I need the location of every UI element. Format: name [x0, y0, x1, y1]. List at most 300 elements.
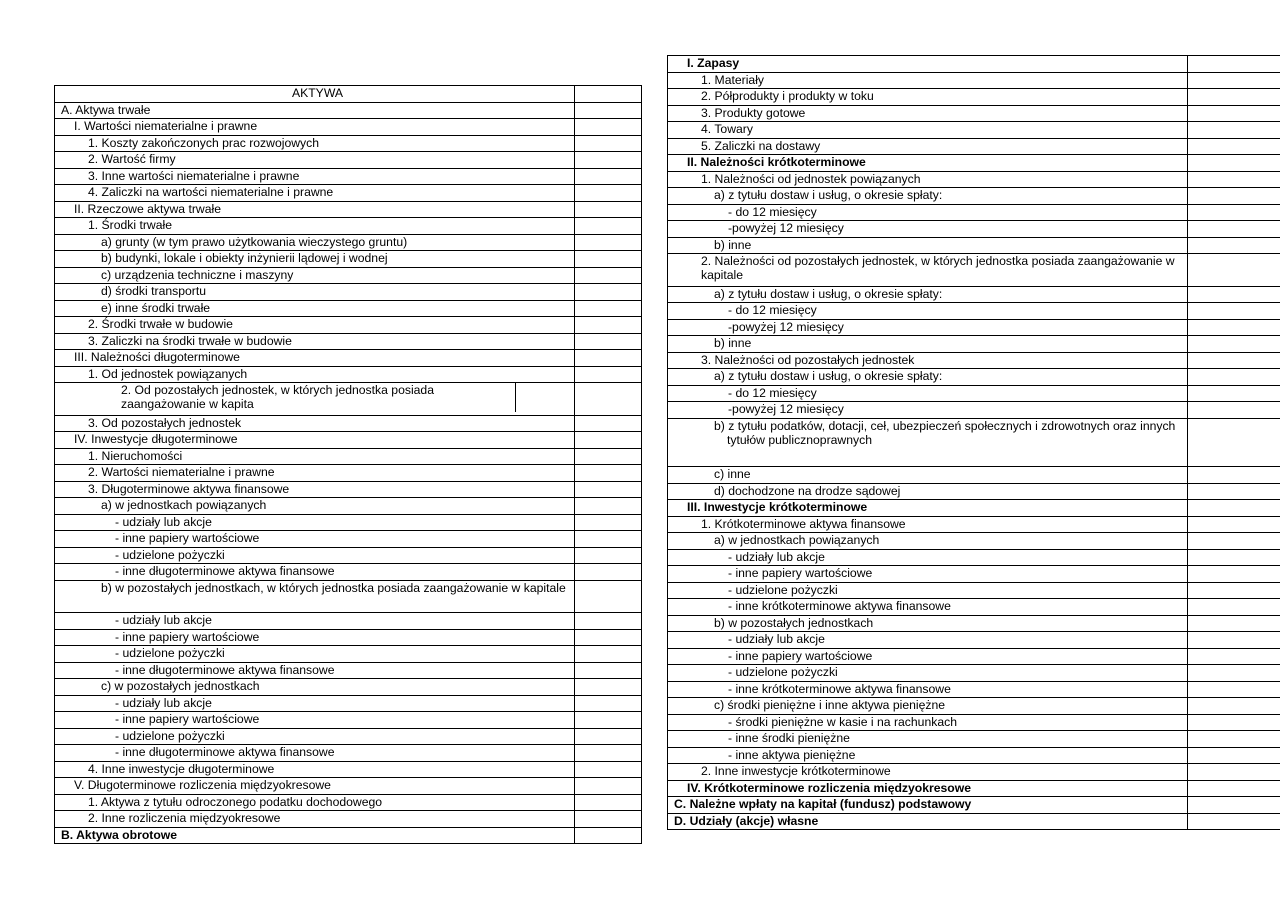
value-cell[interactable] — [1188, 89, 1280, 106]
value-cell[interactable] — [575, 547, 642, 564]
row-label — [55, 300, 575, 317]
table-row — [668, 155, 1280, 172]
value-cell[interactable] — [575, 432, 642, 449]
value-cell[interactable] — [1188, 221, 1280, 238]
row-label — [55, 383, 575, 416]
row-label-text: I. Zapasy — [687, 56, 740, 70]
assets-header-row — [55, 86, 642, 103]
row-label — [55, 415, 575, 432]
row-label-text: D. Udziały (akcje) własne — [674, 813, 819, 828]
row-label-text: -powyżej 12 miesięcy — [728, 319, 844, 334]
row-label-text: - udzielone pożyczki — [115, 728, 225, 743]
row-label-text: - do 12 miesięcy — [728, 385, 817, 400]
row-label-text: IV. Inwestycje długoterminowe — [74, 432, 238, 446]
value-cell[interactable] — [575, 135, 642, 152]
row-label — [668, 418, 1188, 467]
value-cell[interactable] — [575, 86, 642, 103]
table-row — [668, 352, 1280, 369]
table-row — [668, 204, 1280, 221]
value-cell[interactable] — [575, 350, 642, 367]
table-row — [55, 514, 642, 531]
table-row — [55, 102, 642, 119]
row-label-text: - udziały lub akcje — [728, 632, 825, 646]
value-cell[interactable] — [1188, 369, 1280, 386]
row-label — [55, 778, 575, 795]
row-label-text: a) z tytułu dostaw i usług, o okresie spłaty: — [714, 188, 943, 202]
row-label-text: - udzielone pożyczki — [115, 646, 225, 660]
row-label-text: - udziały lub akcje — [728, 549, 825, 564]
value-cell[interactable] — [1188, 549, 1280, 566]
row-label-text: 2. Należności od pozostałych jednostek, w których jednostka posiada zaangażowanie w kapitale — [701, 254, 1175, 282]
value-cell[interactable] — [1188, 204, 1280, 221]
value-cell[interactable] — [1188, 648, 1280, 665]
table-row — [668, 582, 1280, 599]
row-label-text: c) urządzenia techniczne i maszyny — [101, 267, 294, 282]
row-label-text: III. Inwestycje krótkoterminowe — [687, 500, 868, 514]
value-cell[interactable] — [575, 383, 642, 416]
row-label-text: B. Aktywa obrotowe — [61, 827, 178, 842]
table-row — [55, 827, 642, 844]
row-label — [55, 333, 575, 350]
value-cell[interactable] — [1188, 714, 1280, 731]
value-cell[interactable] — [575, 333, 642, 350]
value-cell[interactable] — [1188, 188, 1280, 205]
table-row — [55, 531, 642, 548]
row-label — [668, 138, 1188, 155]
row-label — [668, 615, 1188, 632]
table-row — [668, 549, 1280, 566]
value-cell[interactable] — [1188, 780, 1280, 797]
table-row — [668, 500, 1280, 517]
row-label — [55, 465, 575, 482]
row-label — [55, 185, 575, 202]
table-row — [55, 168, 642, 185]
table-row — [55, 481, 642, 498]
row-label-text: 4. Towary — [701, 122, 753, 136]
value-cell[interactable] — [1188, 599, 1280, 616]
row-label-text: 3. Zaliczki na środki trwałe w budowie — [88, 333, 292, 348]
value-cell[interactable] — [1188, 72, 1280, 89]
table-row — [55, 761, 642, 778]
row-label-text: - inne krótkoterminowe aktywa finansowe — [728, 599, 951, 613]
value-cell[interactable] — [1188, 319, 1280, 336]
row-label — [668, 303, 1188, 320]
value-cell[interactable] — [575, 481, 642, 498]
row-label-text: a) z tytułu dostaw i usług, o okresie spłaty: — [714, 286, 943, 301]
row-label — [55, 119, 575, 136]
row-label — [55, 547, 575, 564]
row-label — [668, 681, 1188, 698]
row-label — [668, 813, 1188, 830]
table-row — [668, 418, 1280, 467]
row-label — [55, 168, 575, 185]
row-label — [668, 797, 1188, 814]
value-cell[interactable] — [1188, 632, 1280, 649]
row-label-continuation: tytułów publicznoprawnych — [727, 432, 872, 447]
row-label-text: -powyżej 12 miesięcy — [728, 402, 844, 416]
row-label-text: b) inne — [714, 237, 752, 252]
value-cell[interactable] — [575, 794, 642, 811]
row-label — [668, 122, 1188, 139]
row-label — [668, 764, 1188, 781]
table-row — [668, 648, 1280, 665]
row-label — [668, 171, 1188, 188]
value-cell[interactable] — [575, 251, 642, 268]
row-label-text: 1. Materiały — [701, 72, 764, 87]
row-label — [55, 218, 575, 235]
row-label — [55, 448, 575, 465]
value-cell[interactable] — [575, 613, 642, 630]
row-label-text: 1. Koszty zakończonych prac rozwojowych — [88, 135, 319, 150]
table-row — [55, 432, 642, 449]
value-cell[interactable] — [575, 168, 642, 185]
table-row — [55, 679, 642, 696]
value-cell[interactable] — [575, 267, 642, 284]
row-label — [55, 827, 575, 844]
table-row — [668, 615, 1280, 632]
row-label — [55, 662, 575, 679]
value-cell[interactable] — [575, 234, 642, 251]
row-label — [55, 811, 575, 828]
row-label-text: 3. Od pozostałych jednostek — [88, 415, 242, 430]
row-label-text: - inne papiery wartościowe — [115, 531, 260, 545]
row-label — [55, 761, 575, 778]
table-row — [55, 613, 642, 630]
table-row — [668, 483, 1280, 500]
table-row — [668, 171, 1280, 188]
row-label — [55, 234, 575, 251]
inner-value-box[interactable] — [515, 383, 574, 413]
table-row — [668, 402, 1280, 419]
row-label-text: A. Aktywa trwałe — [61, 102, 151, 117]
table-row — [668, 566, 1280, 583]
table-row — [55, 564, 642, 581]
table-row — [55, 267, 642, 284]
row-label — [668, 336, 1188, 353]
row-label-text: d) środki transportu — [101, 284, 206, 298]
value-cell[interactable] — [575, 827, 642, 844]
value-cell[interactable] — [575, 728, 642, 745]
row-label — [55, 728, 575, 745]
row-label-text: 1. Od jednostek powiązanych — [88, 366, 248, 381]
value-cell[interactable] — [1188, 467, 1280, 484]
row-label-text: - udziały lub akcje — [115, 514, 212, 529]
row-label-text: 2. Wartość firmy — [88, 152, 176, 166]
row-label-text: I. Wartości niematerialne i prawne — [74, 119, 258, 133]
value-cell[interactable] — [1188, 138, 1280, 155]
row-label-text: IV. Krótkoterminowe rozliczenia międzyokresowe — [687, 780, 972, 795]
table-row — [668, 813, 1280, 830]
table-row — [55, 350, 642, 367]
row-label — [668, 665, 1188, 682]
row-label-text: 1. Krótkoterminowe aktywa finansowe — [701, 516, 906, 531]
table-row — [55, 333, 642, 350]
value-cell[interactable] — [575, 580, 642, 613]
row-label — [668, 747, 1188, 764]
value-cell[interactable] — [575, 662, 642, 679]
table-row — [55, 778, 642, 795]
row-label — [668, 155, 1188, 172]
row-label — [55, 498, 575, 515]
table-row — [668, 516, 1280, 533]
row-label-text: III. Należności długoterminowe — [74, 350, 240, 364]
row-label-text: - inne środki pieniężne — [728, 731, 850, 745]
value-cell[interactable] — [575, 811, 642, 828]
row-label — [668, 467, 1188, 484]
assets-table-left — [54, 85, 642, 844]
table-row — [55, 662, 642, 679]
row-label — [668, 254, 1188, 287]
row-label — [668, 89, 1188, 106]
row-label — [668, 221, 1188, 238]
value-cell[interactable] — [575, 366, 642, 383]
row-label-text: b) w pozostałych jednostkach, w których jednostka posiada zaangażowanie w kapitale — [101, 580, 566, 595]
table-row — [668, 599, 1280, 616]
row-label — [55, 580, 575, 613]
table-row — [668, 303, 1280, 320]
value-cell[interactable] — [1188, 385, 1280, 402]
assets-header: AKTYWA — [55, 86, 575, 103]
value-cell[interactable] — [1188, 500, 1280, 517]
row-label-text: 3. Produkty gotowe — [701, 105, 806, 120]
value-cell[interactable] — [1188, 303, 1280, 320]
value-cell[interactable] — [575, 531, 642, 548]
row-label-text: b) w pozostałych jednostkach — [714, 615, 874, 630]
table-row — [668, 319, 1280, 336]
value-cell[interactable] — [575, 745, 642, 762]
row-label-text: - do 12 miesięcy — [728, 303, 817, 317]
row-label-text: - inne krótkoterminowe aktywa finansowe — [728, 681, 951, 696]
table-row — [55, 234, 642, 251]
row-label-text: 1. Należności od jednostek powiązanych — [701, 171, 921, 186]
row-label — [55, 712, 575, 729]
row-label — [668, 352, 1188, 369]
value-cell[interactable] — [1188, 171, 1280, 188]
row-label-text: c) środki pieniężne i inne aktywa pieniężne — [714, 698, 946, 712]
row-label-text: 1. Aktywa z tytułu odroczonego podatku dochodowego — [88, 794, 383, 809]
value-cell[interactable] — [575, 465, 642, 482]
table-row — [668, 714, 1280, 731]
row-label — [55, 284, 575, 301]
row-label — [668, 105, 1188, 122]
row-label — [55, 102, 575, 119]
row-label — [668, 599, 1188, 616]
value-cell[interactable] — [1188, 352, 1280, 369]
table-row — [668, 665, 1280, 682]
value-cell[interactable] — [1188, 56, 1280, 73]
table-row — [55, 580, 642, 613]
row-label — [55, 613, 575, 630]
value-cell[interactable] — [1188, 615, 1280, 632]
value-cell[interactable] — [1188, 813, 1280, 830]
table-row — [55, 547, 642, 564]
row-label-text: - do 12 miesięcy — [728, 204, 817, 219]
row-label — [55, 152, 575, 169]
row-label-text: a) w jednostkach powiązanych — [714, 533, 880, 547]
value-cell[interactable] — [575, 300, 642, 317]
value-cell[interactable] — [1188, 681, 1280, 698]
value-cell[interactable] — [1188, 764, 1280, 781]
row-label — [668, 286, 1188, 303]
row-label-text: 2. Wartości niematerialne i prawne — [88, 465, 275, 479]
value-cell[interactable] — [575, 564, 642, 581]
value-cell[interactable] — [1188, 254, 1280, 287]
row-label-text: - inne aktywa pieniężne — [728, 747, 856, 762]
table-row — [668, 731, 1280, 748]
table-row — [55, 152, 642, 169]
row-label — [668, 714, 1188, 731]
row-label-text: - udziały lub akcje — [115, 613, 212, 627]
row-label — [668, 516, 1188, 533]
row-label-text: 4. Zaliczki na wartości niematerialne i prawne — [88, 185, 334, 199]
value-cell[interactable] — [1188, 483, 1280, 500]
row-label — [668, 56, 1188, 73]
row-label-text: b) budynki, lokale i obiekty inżynierii lądowej i wodnej — [101, 251, 388, 265]
table-row — [55, 317, 642, 334]
value-cell[interactable] — [1188, 516, 1280, 533]
value-cell[interactable] — [575, 185, 642, 202]
table-row — [55, 135, 642, 152]
value-cell[interactable] — [575, 201, 642, 218]
value-cell[interactable] — [1188, 566, 1280, 583]
row-label-text: 1. Nieruchomości — [88, 448, 183, 463]
value-cell[interactable] — [575, 679, 642, 696]
value-cell[interactable] — [575, 119, 642, 136]
value-cell[interactable] — [1188, 533, 1280, 550]
table-row — [668, 89, 1280, 106]
value-cell[interactable] — [575, 514, 642, 531]
value-cell[interactable] — [1188, 747, 1280, 764]
table-row — [668, 138, 1280, 155]
table-row — [668, 188, 1280, 205]
value-cell[interactable] — [1188, 286, 1280, 303]
value-cell[interactable] — [1188, 582, 1280, 599]
table-row — [55, 251, 642, 268]
value-cell[interactable] — [575, 152, 642, 169]
table-row — [668, 533, 1280, 550]
row-label-text: V. Długoterminowe rozliczenia międzyokresowe — [74, 778, 331, 792]
row-label-text: b) inne — [714, 336, 752, 350]
table-row — [55, 448, 642, 465]
row-label-text: -powyżej 12 miesięcy — [728, 221, 844, 235]
row-label-text: - udzielone pożyczki — [115, 547, 225, 562]
row-label-text: b) z tytułu podatków, dotacji, ceł, ubezpieczeń społecznych i zdrowotnych oraz innych — [714, 418, 1176, 433]
value-cell[interactable] — [575, 629, 642, 646]
row-label — [668, 500, 1188, 517]
row-label-text: 2. Środki trwałe w budowie — [88, 317, 233, 331]
row-label — [668, 369, 1188, 386]
table-row — [668, 72, 1280, 89]
table-row — [668, 467, 1280, 484]
row-label-text: - inne papiery wartościowe — [728, 566, 873, 580]
value-cell[interactable] — [575, 415, 642, 432]
row-label-text: 2. Inne inwestycje krótkoterminowe — [701, 764, 891, 778]
row-label — [55, 267, 575, 284]
value-cell[interactable] — [575, 218, 642, 235]
value-cell[interactable] — [1188, 665, 1280, 682]
row-label-text: c) w pozostałych jednostkach — [101, 679, 260, 693]
row-label-text: a) w jednostkach powiązanych — [101, 498, 267, 512]
table-row — [668, 681, 1280, 698]
table-row — [668, 336, 1280, 353]
value-cell[interactable] — [575, 498, 642, 515]
value-cell[interactable] — [1188, 731, 1280, 748]
table-row — [55, 498, 642, 515]
assets-table-left-body — [55, 86, 642, 844]
row-label — [668, 204, 1188, 221]
row-label — [668, 319, 1188, 336]
table-row — [668, 237, 1280, 254]
value-cell[interactable] — [575, 695, 642, 712]
table-row — [55, 300, 642, 317]
value-cell[interactable] — [575, 646, 642, 663]
value-cell[interactable] — [1188, 698, 1280, 715]
value-cell[interactable] — [1188, 402, 1280, 419]
row-label-text: 1. Środki trwałe — [88, 218, 172, 232]
table-row — [55, 201, 642, 218]
value-cell[interactable] — [575, 317, 642, 334]
value-cell[interactable] — [1188, 797, 1280, 814]
table-row — [668, 747, 1280, 764]
table-row — [668, 221, 1280, 238]
table-row — [55, 284, 642, 301]
row-label — [668, 237, 1188, 254]
table-row — [55, 218, 642, 235]
table-row — [668, 56, 1280, 73]
assets-table-right-body — [668, 56, 1280, 830]
value-cell[interactable] — [1188, 155, 1280, 172]
value-cell[interactable] — [1188, 105, 1280, 122]
table-row — [668, 764, 1280, 781]
row-label-text: d) dochodzone na drodze sądowej — [714, 483, 901, 498]
value-cell[interactable] — [575, 778, 642, 795]
table-row — [668, 780, 1280, 797]
row-label — [668, 549, 1188, 566]
value-cell[interactable] — [1188, 237, 1280, 254]
row-label — [668, 566, 1188, 583]
table-row — [55, 745, 642, 762]
value-cell[interactable] — [575, 448, 642, 465]
table-row — [668, 122, 1280, 139]
table-row — [55, 712, 642, 729]
row-label-text: - inne długoterminowe aktywa finansowe — [115, 662, 335, 677]
row-label-text: - inne długoterminowe aktywa finansowe — [115, 745, 335, 759]
value-cell[interactable] — [575, 712, 642, 729]
row-label-text: - inne papiery wartościowe — [728, 648, 873, 663]
row-label-text: - inne papiery wartościowe — [115, 712, 260, 726]
row-label — [55, 679, 575, 696]
row-label-text: 4. Inne inwestycje długoterminowe — [88, 761, 275, 776]
row-label — [668, 533, 1188, 550]
value-cell[interactable] — [575, 284, 642, 301]
value-cell[interactable] — [575, 102, 642, 119]
row-label — [55, 432, 575, 449]
row-label — [668, 72, 1188, 89]
row-label-text: - inne papiery wartościowe — [115, 629, 260, 644]
value-cell[interactable] — [1188, 336, 1280, 353]
value-cell[interactable] — [1188, 418, 1280, 467]
value-cell[interactable] — [575, 761, 642, 778]
row-label — [668, 780, 1188, 797]
row-label-text: 3. Długoterminowe aktywa finansowe — [88, 481, 290, 496]
value-cell[interactable] — [1188, 122, 1280, 139]
row-label-text: 3. Należności od pozostałych jednostek — [701, 352, 915, 367]
table-row — [668, 286, 1280, 303]
row-label — [55, 201, 575, 218]
table-row — [668, 369, 1280, 386]
table-row — [55, 415, 642, 432]
row-label — [668, 582, 1188, 599]
